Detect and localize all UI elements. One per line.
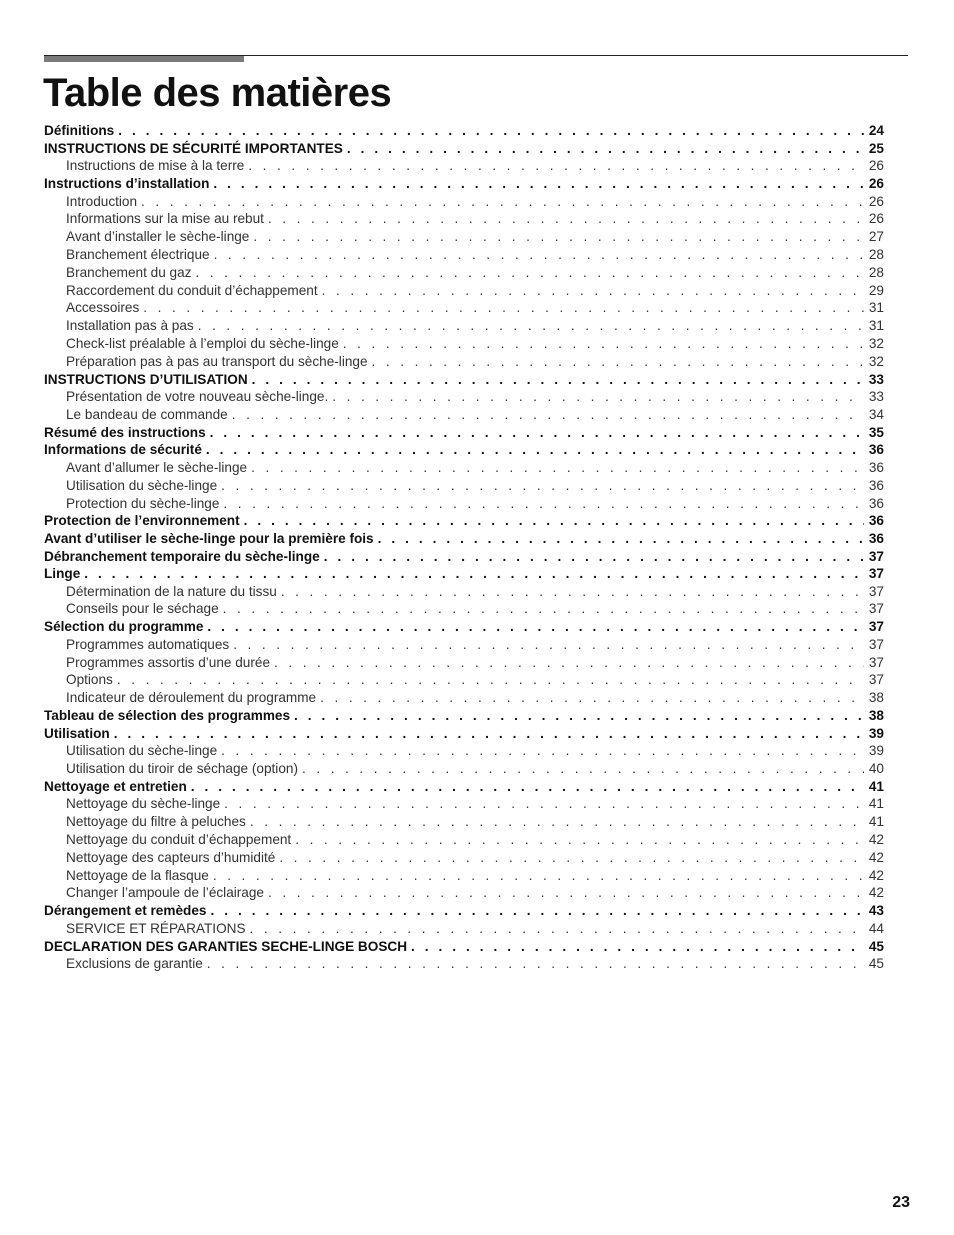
toc-entry-page: 27 [868,229,884,245]
page-number: 23 [892,1194,910,1211]
toc-entry-label: SERVICE ET RÉPARATIONS [66,920,246,936]
toc-section-entry[interactable] [44,122,884,140]
toc-entry-label: Accessoires [66,300,140,316]
toc-entry-page: 33 [868,389,884,405]
toc-entry-page: 36 [868,530,884,546]
toc-entry-page: 42 [868,849,884,865]
toc-entry-label: INSTRUCTIONS DE SÉCURITÉ IMPORTANTES [44,140,343,156]
toc-dot-leader [141,193,864,211]
toc-entry-page: 31 [868,318,884,334]
toc-section-entry[interactable] [44,512,884,530]
toc-entry-label: Informations sur la mise au rebut [66,211,264,227]
toc-entry-page: 43 [868,903,884,919]
toc-entry-label: Avant d’utiliser le sèche-linge pour la première fois [44,530,374,546]
toc-entry-page: 37 [868,601,884,617]
toc-dot-leader [302,760,864,778]
toc-entry-label: Nettoyage des capteurs d’humidité [66,849,276,865]
toc-section-entry[interactable] [44,902,884,920]
toc-dot-leader [223,495,864,513]
toc-entry-page: 32 [868,353,884,369]
toc-entry-label: Présentation de votre nouveau sèche-linge. [66,389,329,405]
toc-entry-page: 33 [868,371,884,387]
toc-dot-leader [207,955,864,973]
toc-subsection-entry[interactable] [44,849,884,867]
toc-dot-leader [281,583,864,601]
toc-section-entry[interactable] [44,618,884,636]
toc-entry-label: Changer l’ampoule de l’éclairage [66,885,264,901]
toc-section-entry[interactable] [44,175,884,193]
toc-entry-page: 42 [868,867,884,883]
toc-entry-page: 29 [868,282,884,298]
toc-entry-page: 41 [868,778,884,794]
toc-subsection-entry[interactable] [44,157,884,175]
toc-dot-leader [221,742,864,760]
toc-dot-leader [268,210,864,228]
toc-dot-leader [195,264,864,282]
toc-entry-label: Dérangement et remèdes [44,903,207,919]
toc-dot-leader [253,228,864,246]
toc-entry-label: Indicateur de déroulement du programme [66,690,317,706]
toc-subsection-entry[interactable] [44,831,884,849]
toc-entry-label: Résumé des instructions [44,424,206,440]
toc-entry-label: Préparation pas à pas au transport du sèche-linge [66,353,368,369]
toc-subsection-entry[interactable] [44,600,884,618]
toc-entry-label: Définitions [44,123,115,138]
toc-dot-leader [251,459,864,477]
toc-entry-label: Tableau de sélection des programmes [44,708,291,724]
toc-entry-label: Options [66,672,113,688]
toc-entry-page: 26 [868,158,884,174]
toc-dot-leader [347,140,864,158]
toc-dot-leader [221,477,864,495]
toc-subsection-entry[interactable] [44,210,884,228]
toc-entry-label: Utilisation du tiroir de séchage (option) [66,761,298,777]
toc-subsection-entry[interactable] [44,228,884,246]
toc-entry-page: 45 [868,938,884,954]
toc-dot-leader [343,335,864,353]
toc-dot-leader [252,371,864,389]
toc-dot-leader [248,157,864,175]
toc-section-entry[interactable] [44,140,884,158]
toc-entry-label: Nettoyage du sèche-linge [66,796,221,812]
toc-dot-leader [411,938,864,956]
toc-entry-page: 44 [868,920,884,936]
toc-dot-leader [210,424,864,442]
toc-dot-leader [279,849,864,867]
toc-subsection-entry[interactable] [44,477,884,495]
toc-entry-page: 40 [868,761,884,777]
toc-dot-leader [372,353,864,371]
toc-entry-page: 42 [868,885,884,901]
toc-entry-page: 26 [868,211,884,227]
toc-dot-leader [117,671,864,689]
toc-entry-label: Instructions d’installation [44,175,210,191]
toc-entry-label: Programmes automatiques [66,636,230,652]
toc-section-entry[interactable] [44,725,884,743]
toc-entry-page: 39 [868,725,884,741]
toc-entry-label: INSTRUCTIONS D’UTILISATION [44,371,248,387]
toc-dot-leader [84,565,864,583]
header-accent-bar [44,56,244,62]
toc-section-entry[interactable] [44,938,884,956]
toc-entry-label: Sélection du programme [44,619,204,635]
toc-subsection-entry[interactable] [44,742,884,760]
toc-entry-label: Nettoyage et entretien [44,778,187,794]
toc-section-entry[interactable] [44,371,884,389]
toc-entry-label: Débranchement temporaire du sèche-linge [44,548,320,564]
toc-entry-label: Programmes assortis d’une durée [66,654,270,670]
toc-subsection-entry[interactable] [44,353,884,371]
toc-entry-page: 42 [868,832,884,848]
toc-dot-leader [206,441,864,459]
toc-entry-label: Utilisation du sèche-linge [66,477,218,493]
toc-entry-page: 39 [868,743,884,759]
toc-section-entry[interactable] [44,565,884,583]
toc-entry-page: 32 [868,335,884,351]
toc-dot-leader [210,902,864,920]
toc-dot-leader [268,884,864,902]
toc-subsection-entry[interactable] [44,335,884,353]
toc-dot-leader [274,654,864,672]
toc-entry-label: Nettoyage de la flasque [66,867,209,883]
toc-entry-page: 37 [868,619,884,635]
toc-entry-label: Introduction [66,193,138,209]
toc-entry-label: Avant d’installer le sèche-linge [66,229,250,245]
toc-entry-page: 37 [868,566,884,582]
toc-entry-page: 24 [868,123,884,138]
toc-entry-page: 35 [868,424,884,440]
table-of-contents [44,122,884,973]
toc-dot-leader [223,600,864,618]
toc-entry-label: DECLARATION DES GARANTIES SECHE-LINGE BOSCH [44,938,408,954]
toc-dot-leader [118,122,864,140]
toc-section-entry[interactable] [44,707,884,725]
page-title: Table des matières [43,71,392,115]
toc-subsection-entry[interactable] [44,459,884,477]
toc-entry-label: Avant d’allumer le sèche-linge [66,459,248,475]
toc-entry-page: 38 [868,690,884,706]
toc-subsection-entry[interactable] [44,299,884,317]
toc-entry-label: Informations de sécurité [44,442,202,458]
toc-subsection-entry[interactable] [44,795,884,813]
toc-entry-page: 28 [868,264,884,280]
toc-entry-label: Check-list préalable à l’emploi du sèche-linge [66,335,339,351]
toc-entry-page: 26 [868,175,884,191]
toc-entry-page: 41 [868,796,884,812]
toc-entry-page: 37 [868,583,884,599]
toc-dot-leader [213,175,864,193]
toc-entry-page: 41 [868,814,884,830]
toc-entry-label: Nettoyage du filtre à peluches [66,814,246,830]
toc-subsection-entry[interactable] [44,282,884,300]
toc-dot-leader [233,636,864,654]
toc-entry-label: Protection du sèche-linge [66,495,220,511]
toc-subsection-entry[interactable] [44,264,884,282]
toc-dot-leader [332,388,864,406]
toc-entry-label: Détermination de la nature du tissu [66,583,277,599]
toc-entry-label: Utilisation du sèche-linge [66,743,218,759]
toc-dot-leader [322,282,864,300]
toc-subsection-entry[interactable] [44,583,884,601]
toc-dot-leader [114,725,864,743]
toc-entry-page: 31 [868,300,884,316]
toc-entry-page: 45 [868,956,884,972]
toc-dot-leader [224,795,864,813]
toc-subsection-entry[interactable] [44,654,884,672]
toc-entry-page: 34 [868,406,884,422]
toc-entry-label: Branchement électrique [66,246,210,262]
toc-entry-page: 37 [868,636,884,652]
toc-subsection-entry[interactable] [44,388,884,406]
toc-section-entry[interactable] [44,424,884,442]
toc-subsection-entry[interactable] [44,689,884,707]
toc-subsection-entry[interactable] [44,760,884,778]
toc-entry-page: 37 [868,654,884,670]
toc-entry-label: Conseils pour le séchage [66,601,219,617]
toc-entry-page: 38 [868,708,884,724]
toc-entry-page: 37 [868,548,884,564]
toc-subsection-entry[interactable] [44,495,884,513]
toc-entry-label: Linge [44,566,81,582]
toc-entry-page: 36 [868,477,884,493]
toc-entry-label: Le bandeau de commande [66,406,228,422]
toc-entry-page: 36 [868,442,884,458]
toc-entry-page: 28 [868,246,884,262]
toc-dot-leader [295,831,864,849]
toc-entry-label: Installation pas à pas [66,318,194,334]
toc-subsection-entry[interactable] [44,671,884,689]
toc-dot-leader [232,406,864,424]
toc-subsection-entry[interactable] [44,813,884,831]
toc-entry-label: Branchement du gaz [66,264,192,280]
toc-dot-leader [213,867,864,885]
toc-entry-label: Protection de l’environnement [44,513,240,529]
toc-subsection-entry[interactable] [44,884,884,902]
toc-entry-page: 36 [868,513,884,529]
toc-dot-leader [198,317,864,335]
toc-dot-leader [191,778,864,796]
toc-dot-leader [378,530,864,548]
toc-entry-label: Instructions de mise à la terre [66,158,245,174]
toc-dot-leader [320,689,864,707]
toc-entry-page: 37 [868,672,884,688]
toc-dot-leader [143,299,864,317]
toc-section-entry[interactable] [44,548,884,566]
toc-entry-label: Exclusions de garantie [66,956,203,972]
toc-dot-leader [214,246,864,264]
toc-entry-label: Utilisation [44,725,110,741]
toc-dot-leader [244,512,864,530]
toc-entry-label: Raccordement du conduit d’échappement [66,282,318,298]
toc-entry-page: 26 [868,193,884,209]
toc-dot-leader [294,707,864,725]
toc-subsection-entry[interactable] [44,955,884,973]
toc-subsection-entry[interactable] [44,193,884,211]
toc-subsection-entry[interactable] [44,317,884,335]
toc-dot-leader [324,548,864,566]
toc-dot-leader [250,920,864,938]
toc-subsection-entry[interactable] [44,920,884,938]
toc-subsection-entry[interactable] [44,246,884,264]
toc-entry-page: 36 [868,495,884,511]
toc-section-entry[interactable] [44,530,884,548]
toc-section-entry[interactable] [44,778,884,796]
toc-dot-leader [207,618,864,636]
toc-subsection-entry[interactable] [44,636,884,654]
toc-entry-page: 25 [868,140,884,156]
toc-entry-page: 36 [868,459,884,475]
toc-entry-label: Nettoyage du conduit d’échappement [66,832,292,848]
toc-subsection-entry[interactable] [44,406,884,424]
toc-subsection-entry[interactable] [44,867,884,885]
toc-dot-leader [250,813,864,831]
toc-section-entry[interactable] [44,441,884,459]
